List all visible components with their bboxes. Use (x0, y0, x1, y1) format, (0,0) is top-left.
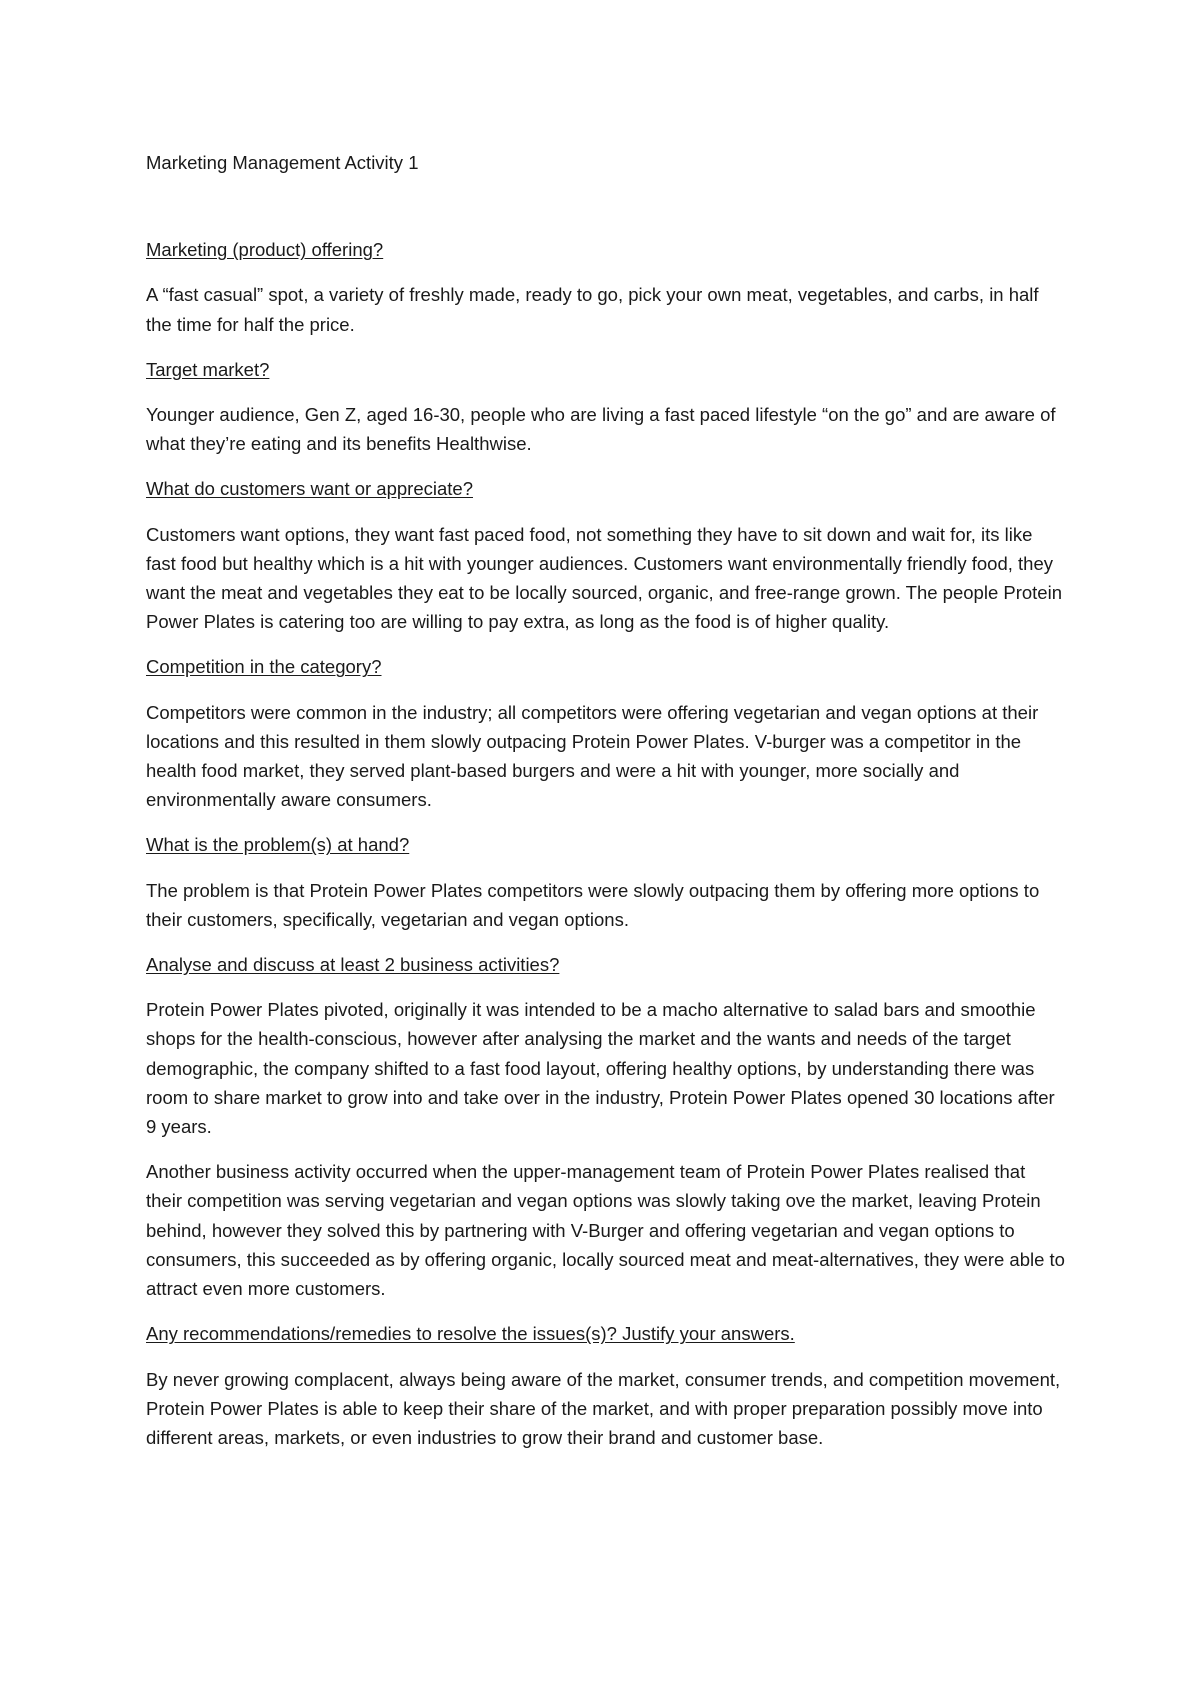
section-paragraph: By never growing complacent, always being aware of the market, consumer trends, and competition movement, Protein Power Plates is able to keep their share of the market, and with proper preparation possibly move into different areas, markets, or even industries to grow their brand and customer base. (146, 1368, 1061, 1448)
section-heading: Competition in the category? (146, 656, 382, 678)
section-product-offering (146, 235, 1066, 339)
section-paragraph: Protein Power Plates pivoted, originally it was intended to be a macho alternative to salad bars and smoothie shops for the health-conscious, however after analysing the market and the wants and needs of the target demographic, the company shifted to a fast food layout, offering healthy options, by understanding there was room to share market to grow into and take over in the industry, Protein Power Plates opened 30 locations after 9 years. (146, 999, 1055, 1138)
section-paragraph: Younger audience, Gen Z, aged 16-30, people who are living a fast paced lifestyle “on the go” and are aware of what they’re eating and its benefits Healthwise. (146, 404, 1056, 455)
section-paragraph: Competitors were common in the industry; all competitors were offering vegetarian and vegan options at their locations and this resulted in them slowly outpacing Protein Power Plates. V-burger was a competitor in the health food market, they served plant-based burgers and were a hit with younger, more socially and environmentally aware consumers. (146, 701, 1039, 811)
document-body (146, 148, 1066, 1468)
section-paragraph: A “fast casual” spot, a variety of freshly made, ready to go, pick your own meat, vegetables, and carbs, in half the time for half the price. (146, 284, 1039, 335)
section-paragraph: Another business activity occurred when the upper-management team of Protein Power Plates realised that their competition was serving vegetarian and vegan options was slowly taking ove the market, leaving Protein behind, however they solved this by partnering with V-Burger and offering vegetarian and vegan options to consumers, this succeeded as by offering organic, locally sourced meat and meat-alternatives, they were able to attract even more customers. (146, 1161, 1065, 1300)
section-heading: What is the problem(s) at hand? (146, 834, 410, 856)
section-paragraph: Customers want options, they want fast paced food, not something they have to sit down and wait for, its like fast food but healthy which is a hit with younger audiences. Customers want environmentally friendly food, they want the meat and vegetables they eat to be locally sourced, organic, and free-range grown. The people Protein Power Plates is catering too are willing to pay extra, as long as the food is of higher quality. (146, 523, 1062, 633)
section-paragraph: The problem is that Protein Power Plates competitors were slowly outpacing them by offering more options to their customers, specifically, vegetarian and vegan options. (146, 879, 1040, 930)
section-customer-wants (146, 474, 1066, 636)
section-problem (146, 830, 1066, 934)
document-title: Marketing Management Activity 1 (146, 152, 419, 173)
section-recommendations (146, 1319, 1066, 1452)
section-heading: What do customers want or appreciate? (146, 478, 473, 500)
section-business-activities (146, 950, 1066, 1303)
section-heading: Analyse and discuss at least 2 business activities? (146, 954, 560, 976)
section-heading: Marketing (product) offering? (146, 239, 384, 261)
section-heading: Any recommendations/remedies to resolve the issues(s)? Justify your answers. (146, 1323, 795, 1345)
section-heading: Target market? (146, 358, 270, 380)
section-target-market (146, 355, 1066, 459)
section-competition (146, 652, 1066, 814)
